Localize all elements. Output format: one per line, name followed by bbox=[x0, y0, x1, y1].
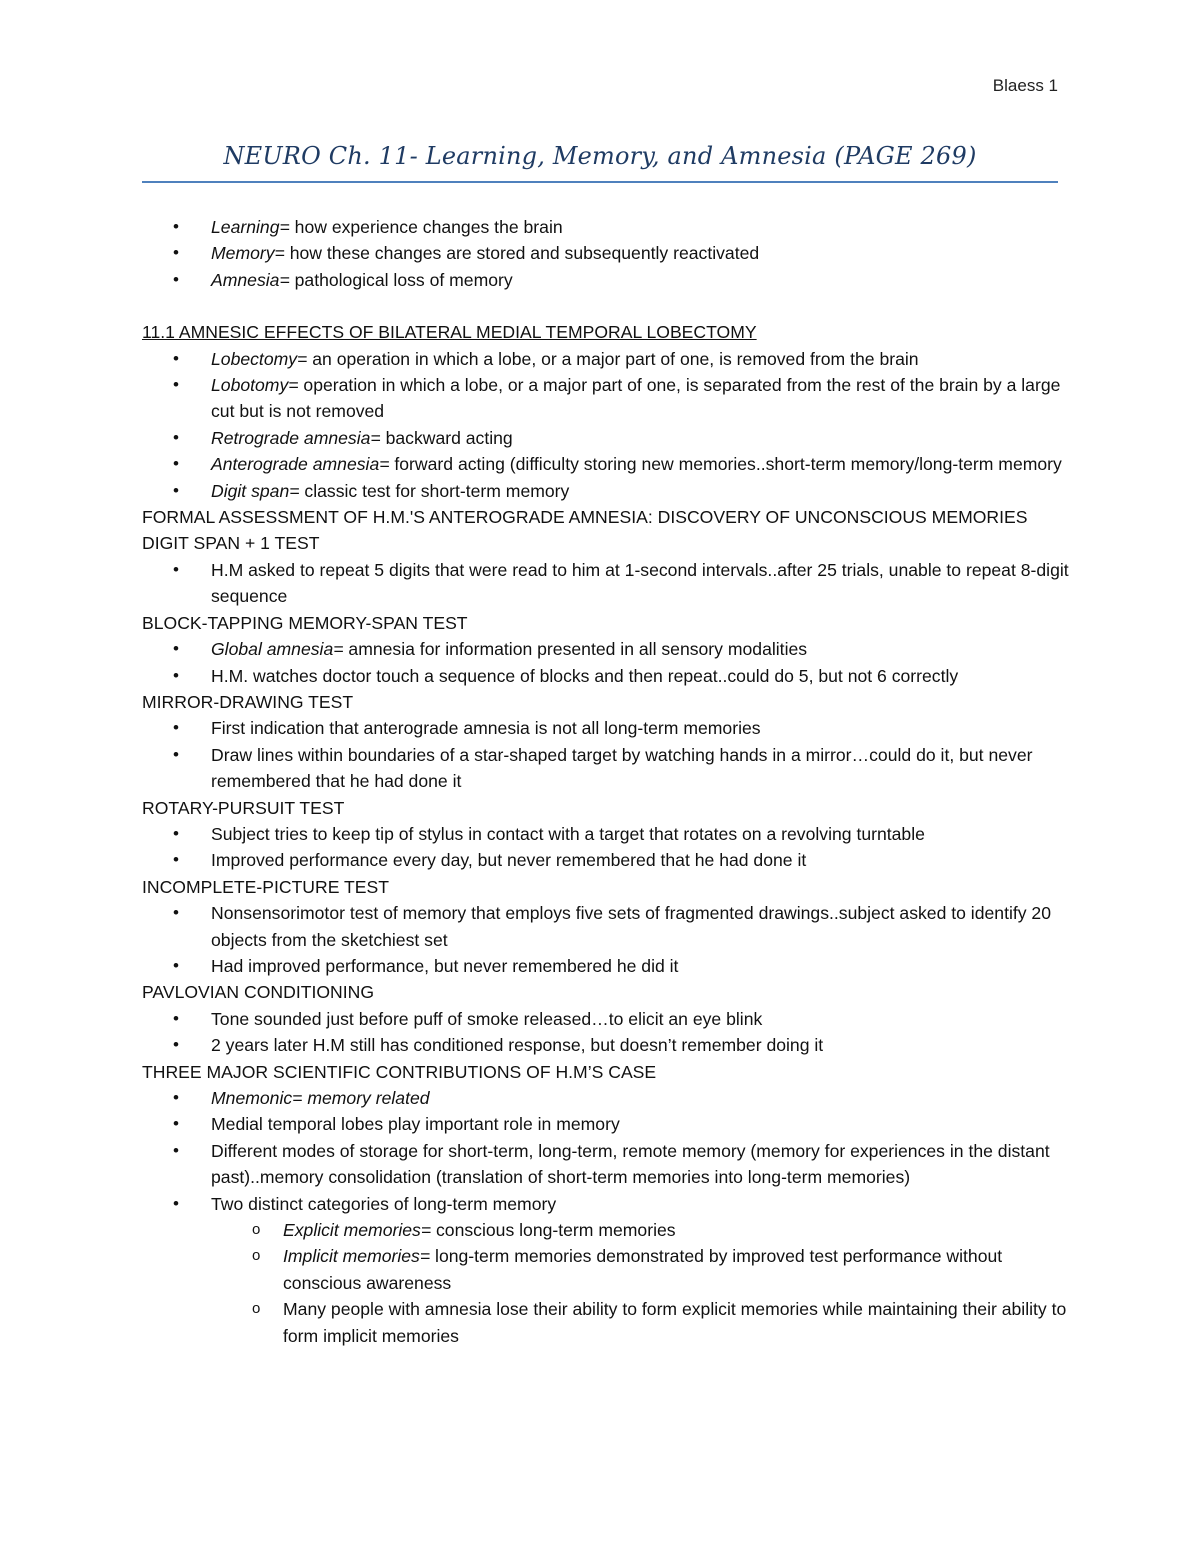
list-item: • Nonsensorimotor test of memory that employs five sets of fragmented drawings..subject asked to identify 20 objects from the sketchiest set bbox=[142, 900, 1072, 953]
section-heading: 11.1 AMNESIC EFFECTS OF BILATERAL MEDIAL TEMPORAL LOBECTOMY bbox=[142, 322, 757, 343]
section-11-1-list bbox=[142, 346, 1072, 504]
intro-list bbox=[142, 214, 1072, 293]
subsection-heading: FORMAL ASSESSMENT OF H.M.'S ANTEROGRADE AMNESIA: DISCOVERY OF UNCONSCIOUS MEMORIES bbox=[142, 507, 1028, 528]
list-item: • H.M. watches doctor touch a sequence of blocks and then repeat..could do 5, but not 6 correctly bbox=[142, 663, 1072, 689]
block-tapping-list bbox=[142, 636, 1072, 689]
list-item: • First indication that anterograde amnesia is not all long-term memories bbox=[142, 715, 1072, 741]
list-item: • Improved performance every day, but never remembered that he had done it bbox=[142, 847, 1072, 873]
title-underline bbox=[142, 181, 1058, 183]
pavlovian-list bbox=[142, 1006, 1072, 1059]
list-item: • Medial temporal lobes play important role in memory bbox=[142, 1111, 1072, 1137]
sub-list-item: o Implicit memories= long-term memories demonstrated by improved test performance without conscious awareness bbox=[142, 1243, 1072, 1296]
list-item: • Different modes of storage for short-term, long-term, remote memory (memory for experiences in the distant past)..memory consolidation (translation of short-term memories into long-term memories) bbox=[142, 1138, 1072, 1191]
subsection-heading: ROTARY-PURSUIT TEST bbox=[142, 797, 345, 818]
subsection-heading: DIGIT SPAN + 1 TEST bbox=[142, 533, 320, 554]
list-item: • Lobectomy= an operation in which a lobe, or a major part of one, is removed from the brain bbox=[142, 346, 1072, 372]
list-item: • Digit span= classic test for short-term memory bbox=[142, 478, 1072, 504]
list-item: • Two distinct categories of long-term memory bbox=[142, 1191, 1072, 1217]
running-head: Blaess 1 bbox=[992, 76, 1058, 95]
list-item: • Anterograde amnesia= forward acting (difficulty storing new memories..short-term memory/long-term memory bbox=[142, 451, 1072, 477]
list-item: • Amnesia= pathological loss of memory bbox=[142, 267, 1072, 293]
list-item: • Mnemonic= memory related bbox=[142, 1085, 1072, 1111]
list-item: • Retrograde amnesia= backward acting bbox=[142, 425, 1072, 451]
subsection-heading: BLOCK-TAPPING MEMORY-SPAN TEST bbox=[142, 612, 468, 633]
three-major-list bbox=[142, 1085, 1072, 1349]
sub-list-item: o Many people with amnesia lose their ability to form explicit memories while maintaining their ability to form implicit memories bbox=[142, 1296, 1072, 1349]
mirror-drawing-list bbox=[142, 715, 1072, 794]
list-item: • Learning= how experience changes the brain bbox=[142, 214, 1072, 240]
list-item: • H.M asked to repeat 5 digits that were read to him at 1-second intervals..after 25 trials, unable to repeat 8-digit sequence bbox=[142, 557, 1072, 610]
document-body bbox=[142, 214, 1072, 1349]
list-item: • Had improved performance, but never remembered he did it bbox=[142, 953, 1072, 979]
incomplete-picture-list bbox=[142, 900, 1072, 979]
list-item: • Global amnesia= amnesia for information presented in all sensory modalities bbox=[142, 636, 1072, 662]
digit-span-list bbox=[142, 557, 1072, 610]
sub-list-item: o Explicit memories= conscious long-term memories bbox=[142, 1217, 1072, 1243]
list-item: • Tone sounded just before puff of smoke released…to elicit an eye blink bbox=[142, 1006, 1072, 1032]
subsection-heading: MIRROR-DRAWING TEST bbox=[142, 691, 354, 712]
list-item: • Subject tries to keep tip of stylus in contact with a target that rotates on a revolving turntable bbox=[142, 821, 1072, 847]
rotary-pursuit-list bbox=[142, 821, 1072, 874]
subsection-heading: INCOMPLETE-PICTURE TEST bbox=[142, 876, 389, 897]
subsection-heading: THREE MAJOR SCIENTIFIC CONTRIBUTIONS OF H.M’S CASE bbox=[142, 1061, 657, 1082]
page-title: NEURO Ch. 11- Learning, Memory, and Amnesia (PAGE 269) bbox=[223, 142, 977, 170]
list-item: • Memory= how these changes are stored and subsequently reactivated bbox=[142, 240, 1072, 266]
subsection-heading: PAVLOVIAN CONDITIONING bbox=[142, 982, 375, 1003]
list-item: • Draw lines within boundaries of a star-shaped target by watching hands in a mirror…could do it, but never remembered that he had done it bbox=[142, 742, 1072, 795]
list-item: • Lobotomy= operation in which a lobe, or a major part of one, is separated from the rest of the brain by a large cut but is not removed bbox=[142, 372, 1072, 425]
list-item: • 2 years later H.M still has conditioned response, but doesn’t remember doing it bbox=[142, 1032, 1072, 1058]
